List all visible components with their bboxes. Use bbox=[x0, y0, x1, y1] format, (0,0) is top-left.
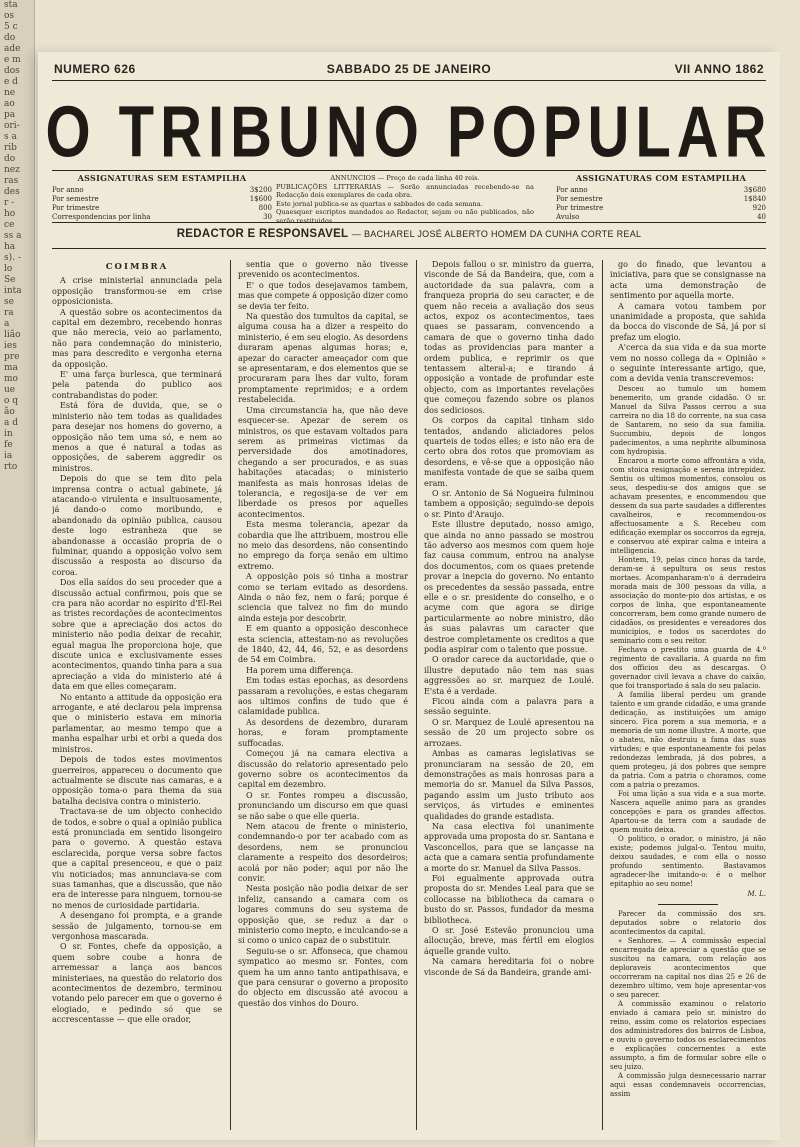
spine-fragment: a d bbox=[4, 418, 18, 428]
spine-fragment: se bbox=[4, 297, 14, 307]
article-paragraph: A'cerca da sua vida e da sua morte vem no nosso collega da « Opinião » o seguinte interessante artigo, que, com a devida venia transcrevemos: bbox=[610, 343, 766, 384]
article-paragraph: Na casa electiva foi unanimente approvada uma proposta do sr. Santana e Vasconcellos, para que se lançasse na acta que a camara sentia profundamente a morte do sr. Manuel da Silva Passos. bbox=[424, 821, 594, 873]
spine-fragment: in bbox=[4, 429, 13, 439]
spine-fragment: o q bbox=[4, 396, 19, 406]
announce-line-1: ANNUNCIOS — Preço de cada linha 40 reis. bbox=[330, 174, 480, 182]
column-4 bbox=[610, 260, 766, 1130]
subscription-price: 30 bbox=[263, 213, 272, 221]
article-paragraph: O sr. Fontes rompeu a discussão, pronunciando um discurso em que quasi se não sabe o que elle queria. bbox=[238, 790, 408, 821]
spine-fragment: nez bbox=[4, 165, 20, 175]
article-paragraph: Está fóra de duvida, que, se o ministerio não tem todas as qualidades para desejar nos homens do governo, a opposição não tem uma só, e nem ao menos a que é natural a todas as opposições, de saberem aggredir os ministros. bbox=[52, 401, 222, 473]
article-paragraph: Depois do que se tem dito pela imprensa contra o actual gabinete, já atacando-o virulenta e insultuosamente, já dando-o como moribundo, e abandonado da opinião publica, causou deste logo estranheza que se abandonasse a occasião propria de o fulminar, quando a opposição volvo sem discussão a resposta ao discurso da coroa. bbox=[52, 474, 222, 577]
column-3 bbox=[424, 260, 594, 1130]
spine-fragment: ce bbox=[4, 220, 15, 230]
spine-fragment: ne bbox=[4, 88, 16, 98]
quoted-paragraph: Desceu ao tumulo um homem benemerito, um grande cidadão. O sr. Manuel da Silva Passos cerrou a sua carreira no dia 18 do corrente, na sua casa de Santarem, no seio da sua familia. Succumbiu, depois de longos padecimentos, a uma nephrite albuminosa com hydropisia. bbox=[610, 384, 766, 456]
subscription-period: Correspondencias por linha bbox=[52, 213, 151, 221]
spine-fragment: des bbox=[4, 187, 20, 197]
spine-fragment: pa bbox=[4, 110, 16, 120]
quoted-paragraph: Encarou a morte como affrontára a vida, com stoica resignação e serena intrepidez. Sentiu os ultimos momentos, consolou os seus, despediu-se dos amigos que se achavam presentes, e encommendou que dessem da sua parte saudades a differentes cavalheiros, e recommendou-os affectuosamente a S. Recebeu com edificação exemplar os soccorros da egreja, e conservou até expirar calma e inteira a intelligencia. bbox=[610, 456, 766, 555]
spine-fragment: ha bbox=[4, 242, 16, 252]
article-paragraph: Nem atacou de frente o ministerio, condemnando-o por ter acabado com as desordens, nem se pronunciou claramente a respeito dos desordeiros; acolá por não poder; aqui por não lhe convir. bbox=[238, 821, 408, 883]
article-paragraph: Depois fallou o sr. ministro da guerra, visconde de Sá da Bandeira, que, com a auctoridade da sua palavra, com a franqueza propria do seu caracter, e de quem não receia a avaliação dos seus actos, expoz os acontecimentos, taes quaes se passaram, convencendo a camara de que o governo tinha dado todas as providencias para manter a ordem publica, e reprimir os que tentassem alteral-a; e tirando á opposição a vontade de profundar este objecto, com as importantes revelações que começou fazendo sobre os planos dos sediciosos. bbox=[424, 260, 594, 415]
spine-fragment: r - bbox=[4, 198, 15, 208]
spine-fragment: ras bbox=[4, 176, 19, 186]
article-paragraph: Os corpos da capital tinham sido tentados, andando aliciadores pelos quarteis de todos elles; e isto não era de certo obra dos rotos que promoviam as desordens, e vê-se que a opposição não manifesta vontade de que se saiba quem eram. bbox=[424, 416, 594, 488]
spine-fragment: ão bbox=[4, 407, 15, 417]
quoted-paragraph: A familia liberal perdeu um grande talento e um grande cidadão, e uma grande dedicação, as instituições um amigo sincero. Fica porem a sua memoria, e a memoria de um nome illustre. A morte, que o abateu, não destruiu a fama das suas virtudes; e que espontaneamente foi pelas redondezas lembrada, já dos pobres, a quem protegeu, já dos pobres que sempre da patria. Com a patria o choramos, come com a patria o prezamos. bbox=[610, 690, 766, 789]
article-signature: M. L. bbox=[747, 889, 766, 898]
issue-year: VII ANNO 1862 bbox=[674, 62, 764, 76]
subscription-row bbox=[556, 186, 766, 195]
spine-fragment: ao bbox=[4, 99, 15, 109]
article-paragraph: As desordens de dezembro, duraram horas, e foram promptamente suffocadas. bbox=[238, 717, 408, 748]
article-paragraph: A questão sobre os acontecimentos da capital em dezembro, recebendo honras que não merecia, veio ao parlamento, não para condemnação do ministerio, mas para descredito e vergonha eterna da opposição. bbox=[52, 307, 222, 369]
article-paragraph: No entanto a attitude da opposição era arrogante, e até declarou pela imprensa que o ministerio estava em minoria parlamentar, ao mesmo tempo que a manha espalhar urbi et orbi a queda dos ministros. bbox=[52, 692, 222, 754]
column-divider bbox=[602, 260, 603, 1130]
subscription-price: 40 bbox=[757, 213, 766, 221]
subscription-row bbox=[556, 213, 766, 222]
article-paragraph: E em quanto a opposição desconhece esta sciencia, attestam-no as revoluções de 1840, 42, 44, 46, 52, e as desordens de 54 em Coimbra. bbox=[238, 624, 408, 665]
subscription-row bbox=[52, 195, 272, 204]
article-paragraph: Ficou ainda com a palavra para a sessão seguinte. bbox=[424, 697, 594, 717]
subscription-period: Avulso bbox=[556, 213, 580, 221]
article-paragraph: Uma circumstancia ha, que não deve esquecer-se. Apezar de serem os ministros, os que estavam voltados para serem as primeiras victimas da perversidade dos amotinadores, chegando a ser procurados, e as suas habitações atacadas; o ministerio manifesta as mais honrosas ideias de tolerancia, e regosija-se de ver em liberdade os presos por aquelles acontecimentos. bbox=[238, 405, 408, 519]
article-paragraph: Na questão dos tumultos da capital, se alguma cousa ha a dizer a respeito do ministerio, é em seu elogio. As desordens duraram apenas algumas horas; e, apezar do caracter ameaçador com que se apresentaram, e dos elementos que se procuraram para lhes dar vulto, foram promptamente reprimidos; e a ordem restabelecida. bbox=[238, 312, 408, 405]
spine-fragment: do bbox=[4, 154, 16, 164]
spine-fragment: ho bbox=[4, 209, 16, 219]
column-divider bbox=[416, 260, 417, 1130]
quoted-paragraph: A commissão julga desnecessario narrar aqui essas condemnaveis occorrencias, assim bbox=[610, 1072, 766, 1099]
column-2 bbox=[238, 260, 408, 1130]
article-paragraph: Foi egualmente approvada outra proposta do sr. Mendes Leal para que se collocasse na bibliotheca da camara o busto do sr. Passos, fundador da mesma bibliotheca. bbox=[424, 873, 594, 925]
spine-fragment: mo bbox=[4, 374, 18, 384]
quoted-paragraph: Foi uma lição a sua vida e a sua morte. Nascera aquelle animo para as grandes concepções e para os grandes affectos. Apartou-se da terra com a saudade de quem muito deixa. bbox=[610, 789, 766, 834]
quoted-paragraph: Hontem, 19, pelas cinco horas da tarde, deram-se á sepultura os seus restos mortaes. Acompanharam-n'o á derradeira morada mais de 300 pessoas da villa, a associação do monte-pio dos artistas, e os corpos de linha, que espontaneamente concorreram, bem como grande numero de cidadãos, os presidentes e vereadores dos municipios, e todos os sacerdotes do seminario com o seu reitor. bbox=[610, 555, 766, 645]
article-paragraph: Dos ella saídos do seu proceder que a discussão actual confirmou, pois que se cra para não acordar no espirito d'El-Rei as tristes recordações de acontecimentos sobre que a apreciação dos actos do ministerio não podia deixar de recahir, egual magua lhe proporciona hoje, que discute unica e exclusivamente esses acontecimentos, quando tinha para a sua apreciação a vida do ministerio até á data em que elles começaram. bbox=[52, 578, 222, 692]
article-paragraph: Começou já na camara electiva a discussão do relatorio apresentado pelo governo sobre os acontecimentos da capital em dezembro. bbox=[238, 749, 408, 790]
quoted-paragraph: O politico, o orador, o ministro, já não existe; podemos julgal-o. Tentou muito, deixou saudades, e com ella o nosso profundo sentimento. Bastavamos agradecer-lhe imitando-o: é o melhor epitaphio ao seu nome! bbox=[610, 834, 766, 888]
spine-fragment: Se bbox=[4, 275, 16, 285]
spine-fragment: os bbox=[4, 11, 15, 21]
spine-fragment: ra bbox=[4, 308, 14, 318]
newspaper-page bbox=[38, 52, 780, 1140]
article-paragraph: E' uma farça burlesca, que terminará pela patenda do publico aos contrabandistas do poder. bbox=[52, 370, 222, 400]
spine-fragment: sta bbox=[4, 0, 18, 10]
section-separator bbox=[658, 904, 718, 905]
article-paragraph: sentia que o governo não tivesse prevenido os acontecimentos. bbox=[238, 260, 408, 280]
quoted-paragraph: Fechava o prestito uma guarda de 4.º regimento de cavallaria. A guarda no fim dos officios deu as descargas. O governador civil levava a chave do caixão, que foi transportado á sala do seu palacio. bbox=[610, 645, 766, 690]
issue-date: SABBADO 25 DE JANEIRO bbox=[326, 62, 492, 76]
rule-masthead bbox=[52, 170, 766, 171]
quoted-paragraph: Parecer da commissão dos srs. deputados sobre o relatorio dos acontecimentos da capital. bbox=[610, 910, 766, 937]
masthead-title: O TRIBUNO POPULAR bbox=[45, 91, 773, 173]
spine-fragment: ss a bbox=[4, 231, 22, 241]
subscription-period: Por trimestre bbox=[52, 204, 100, 212]
spine-fragment: lião bbox=[4, 330, 21, 340]
section-heading: COIMBRA bbox=[105, 262, 169, 272]
article-columns bbox=[52, 260, 766, 1130]
article-paragraph: O sr. Antonio de Sá Nogueira fulminou tambem a opposição; seguindo-se depois o sr. Pinto d'Araujo. bbox=[424, 488, 594, 519]
subscription-price: 800 bbox=[258, 204, 272, 212]
article-paragraph: O sr. José Estevão pronunciou uma allocução, breve, mas fértil em elogios áquelle grande vulto. bbox=[424, 926, 594, 956]
issue-number: NUMERO 626 bbox=[54, 62, 136, 76]
article-paragraph: O orador carece da auctoridade, que o illustre deputado não tem nas suas aggressões ao sr. marquez de Loulé. E'sta é a verdade. bbox=[424, 655, 594, 696]
quoted-paragraph: « Senhores. — A commissão especial encarregada de apreciar a questão que se suscitou na camara, com relação aos deploraveis acontecimentos que occorreram na capital nos dias 25 e 26 de dezembro ultimo, vem hoje apresentar-vos o seu parecer. bbox=[610, 937, 766, 1000]
rule-top bbox=[52, 80, 766, 81]
spine-fragment: 5 c bbox=[4, 22, 18, 32]
article-paragraph: Na camara hereditaria foi o nobre visconde de Sá da Bandeira, grande ami- bbox=[424, 957, 594, 977]
article-paragraph: A crise ministerial annunciada pela opposição transformou-se em crise opposicionista. bbox=[52, 276, 222, 307]
editor-label: REDACTOR E RESPONSAVEL bbox=[176, 228, 349, 240]
column-1 bbox=[52, 260, 222, 1130]
article-paragraph: Ambas as camaras legislativas se pronunciaram na sessão de 20, em demonstrações as mais honrosas para a memoria do sr. Manuel da Silva Passos, pagando assim um justo tributo aos serviços, ás virtudes e eminentes qualidades do grande estadista. bbox=[424, 749, 594, 821]
spine-fragment: s). - bbox=[4, 253, 21, 263]
adjacent-page-spine bbox=[0, 0, 35, 1147]
subscription-price: 920 bbox=[752, 204, 766, 212]
spine-fragment: ia bbox=[4, 451, 13, 461]
subscriptions-left-heading: ASSIGNATURAS SEM ESTAMPILHA bbox=[77, 173, 247, 183]
article-paragraph: A desengano foi prompta, e a grande sessão de julgamento, tornou-se em vergonhosa mascarada. bbox=[52, 911, 222, 941]
article-paragraph: Nesta posição não podia deixar de ser infeliz, cansando a camara com os logares communs do seu systema de opposição que, se reduz a dar o ministerio como inepto, e inculcando-se a si como o unico capaz de o substituir. bbox=[238, 884, 408, 946]
spine-fragment: ue bbox=[4, 385, 16, 395]
article-paragraph: E' o que todos desejavamos tambem, mas que compete á opposição dizer como se devia ter feito. bbox=[238, 280, 408, 311]
subscription-row bbox=[52, 186, 272, 195]
subscriptions-with-stamp bbox=[556, 174, 766, 222]
subscriptions-right-heading: ASSIGNATURAS COM ESTAMPILHA bbox=[575, 173, 747, 183]
article-paragraph: Tractava-se de um objecto conhecido de todos, e sobre o qual a opinião publica está pronunciada em sentido lisongeiro para o governo. A questão estava esclarecida, porque versa sobre factos que a capital presenceou, e que o paiz viu noticiados; mas annunciava-se com suas tamanhas, que a discussão, que não era de interesse para ninguem, tornou-se no menos de curiosidade partidaria. bbox=[52, 807, 222, 910]
subscription-row bbox=[52, 213, 272, 222]
article-paragraph: Em todas estas epochas, as desordens passaram a revoluções, e estas chegaram aos ultimos confins de tudo que é calamidade publica. bbox=[238, 676, 408, 717]
announcements-notice bbox=[276, 174, 534, 226]
subscription-row bbox=[556, 204, 766, 213]
subscription-price: 1$840 bbox=[743, 195, 766, 203]
article-paragraph: go do finado, que levantou a iniciativa, para que se consignasse na acta uma demonstração de sentimento por aquella morte. bbox=[610, 260, 766, 301]
article-paragraph: Esta mesma tolerancia, apezar da cobardia que lhe attribuem, mostrou elle no meio das desordens, não consentindo no emprego da força senão em ultimo extremo. bbox=[238, 520, 408, 571]
article-paragraph: Este illustre deputado, nosso amigo, que ainda no anno passado se mostrou tão adverso aos mesmos com quem hoje faz causa commum, entrou na analyse dos documentos, com os quaes pretende provar a inepcia do governo. No entanto os precedentes da sessão passada, entre elle e o sr. presidente do conselho, e o acyme com que agora se dirige particularmente ao nobre ministro, dão ás suas palavras um caracter que destroe completamente os creditos a que podia aspirar com o talento que possue. bbox=[424, 520, 594, 655]
issue-line bbox=[52, 62, 766, 78]
rule-subs bbox=[52, 222, 766, 223]
subscription-period: Por semestre bbox=[556, 195, 603, 203]
article-paragraph: Ha porem uma differença. bbox=[246, 665, 354, 675]
article-paragraph: A camara votou tambem por unanimidade a proposta, que sahida da bocca do visconde de Sá, já por si prefaz um elogio. bbox=[610, 301, 766, 342]
subscriptions-without-stamp bbox=[52, 174, 272, 222]
article-paragraph: O sr. Fontes, chefe da opposição, a quem sobre coube a honra de arremessar a lança aos bancos ministeriaes, na questão do relatorio dos acontecimentos de dezembro, terminou votando pelo parecer em que o governo é elogiado, e pedindo só que se accrescentasse — que elle orador, bbox=[52, 942, 222, 1025]
spine-fragment: ma bbox=[4, 363, 18, 373]
subscription-period: Por anno bbox=[52, 186, 84, 194]
spine-fragment: inta bbox=[4, 286, 22, 296]
spine-fragment: lo bbox=[4, 264, 13, 274]
rule-editor bbox=[52, 248, 766, 249]
spine-fragment: rto bbox=[4, 462, 18, 472]
subscription-row bbox=[556, 195, 766, 204]
article-paragraph: Depois de todos estes movimentos guerreiros, appareceu o documento que actualmente se discute nas camaras, e a opposição toma-o para thema da sua batalha decisiva contra o ministerio. bbox=[52, 755, 222, 806]
spine-fragment: e m bbox=[4, 55, 21, 65]
spine-fragment: pre bbox=[4, 352, 20, 362]
editor-name: — BACHAREL JOSÉ ALBERTO HOMEM DA CUNHA CORTE REAL bbox=[351, 229, 642, 239]
spine-fragment: do bbox=[4, 33, 16, 43]
announce-line-2: PUBLICAÇÕES LITTERARIAS — Serão annunciadas recebendo-se na Redacção dois exemplares de cada obra. bbox=[276, 182, 534, 200]
column-divider bbox=[230, 260, 231, 1130]
spine-fragment: ade bbox=[4, 44, 21, 54]
subscription-period: Por anno bbox=[556, 186, 588, 194]
editor-line bbox=[52, 228, 766, 240]
spine-fragment: ori- bbox=[4, 121, 20, 131]
subscription-price: 3$200 bbox=[249, 186, 272, 194]
subscription-price: 3$680 bbox=[743, 186, 766, 194]
subscription-period: Por semestre bbox=[52, 195, 99, 203]
subscription-price: 1$600 bbox=[249, 195, 272, 203]
spine-fragment: s a bbox=[4, 132, 17, 142]
subscription-row bbox=[52, 204, 272, 213]
spine-fragment: e d bbox=[4, 77, 18, 87]
spine-fragment: dos bbox=[4, 66, 20, 76]
article-paragraph: Seguiu-se o sr. Affonseca, que chamou sympatico ao mesmo sr. Fontes, com quem ha um anno tanto antipathisava, e que para censurar o governo a proposito do objecto em discussão até avocou a questão dos vinhos do Douro. bbox=[238, 946, 408, 1008]
quoted-paragraph: A commissão examinou o relatorio enviado á camara pelo sr. ministro do reino, assim como os relatorios especiaes dos administradores dos bairros de Lisboa, e ouviu o governo todos os esclarecimentos e explicações concernentes a este assumpto, a fim de formular sobre elle o seu juizo. bbox=[610, 1000, 766, 1072]
spine-fragment: ies bbox=[4, 341, 17, 351]
spine-fragment: a bbox=[4, 319, 10, 329]
announce-line-4: Quaesquer escriptos mandados ao Redactor, sejam ou não publicados, não serão restituidos. bbox=[276, 208, 534, 225]
spine-fragment: fe bbox=[4, 440, 13, 450]
article-paragraph: A opposição pois só tinha a mostrar como se teriam evitado as desordens. Ainda o não fez, nem o fará; porque é sciencia que talvez no fim do mundo ainda esteja por descobrir. bbox=[238, 572, 408, 623]
spine-fragment: rib bbox=[4, 143, 17, 153]
article-paragraph: O sr. Marquez de Loulé apresentou na sessão de 20 um projecto sobre os arrozaes. bbox=[424, 717, 594, 748]
announce-line-3: Este jornal publica-se as quartas e sabbados de cada semana. bbox=[276, 199, 483, 208]
subscription-period: Por trimestre bbox=[556, 204, 604, 212]
